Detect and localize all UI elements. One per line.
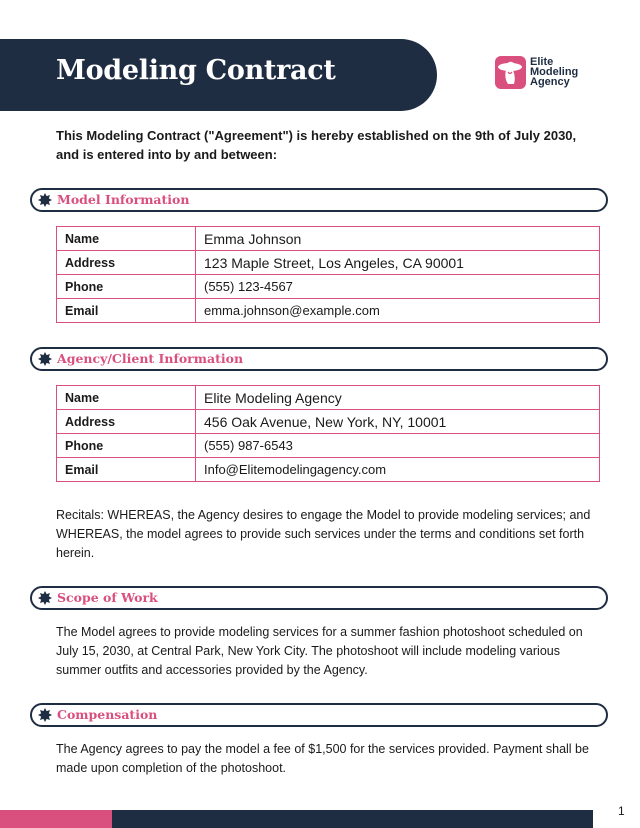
model-info-table [56,226,600,323]
logo-wordmark [530,57,578,87]
section-header-model [30,188,608,212]
field-label: Name [57,386,196,410]
page-number: 1 [618,804,625,818]
field-label: Phone [57,275,196,299]
document-title: Modeling Contract [56,55,336,86]
field-value: 456 Oak Avenue, New York, NY, 10001 [196,410,600,434]
table-row [57,227,600,251]
logo-line: Modeling [530,66,579,78]
table-row [57,386,600,410]
field-label: Email [57,299,196,323]
section-title: Scope of Work [57,590,158,605]
agency-info-table [56,385,600,482]
intro-paragraph: This Modeling Contract ("Agreement") is hereby established on the 9th of July 2030, and is entered into by and between: [56,128,577,162]
section-header-agency [30,347,608,371]
agency-logo [495,56,595,90]
woman-hat-logo-icon [495,56,526,89]
field-label: Email [57,458,196,482]
recitals-paragraph: Recitals: WHEREAS, the Agency desires to engage the Model to provide modeling services; and WHEREAS, the model agrees to provide such services under the terms and conditions set forth herein. [56,508,591,560]
logo-line: Elite [530,56,554,68]
footer-accent-bar [0,810,112,828]
logo-line: Agency [530,76,570,88]
section-title: Model Information [57,192,190,207]
section-header-scope [30,586,608,610]
section-header-compensation [30,703,608,727]
star-burst-icon [38,352,52,366]
field-label: Phone [57,434,196,458]
field-label: Address [57,251,196,275]
field-value: (555) 123-4567 [196,275,600,299]
section-title: Compensation [57,707,158,722]
table-row [57,251,600,275]
section-title: Agency/Client Information [57,351,244,366]
field-value: Info@Elitemodelingagency.com [196,458,600,482]
footer-bar [112,810,593,828]
field-label: Address [57,410,196,434]
field-value: (555) 987-6543 [196,434,600,458]
table-row [57,458,600,482]
compensation-paragraph: The Agency agrees to pay the model a fee of $1,500 for the services provided. Payment shall be made upon completion of the photoshoot. [56,742,589,775]
field-value: 123 Maple Street, Los Angeles, CA 90001 [196,251,600,275]
field-value: Emma Johnson [196,227,600,251]
table-row [57,434,600,458]
table-row [57,299,600,323]
field-value: emma.johnson@example.com [196,299,600,323]
table-row [57,410,600,434]
star-burst-icon [38,708,52,722]
table-row [57,275,600,299]
field-label: Name [57,227,196,251]
star-burst-icon [38,591,52,605]
star-burst-icon [38,193,52,207]
field-value: Elite Modeling Agency [196,386,600,410]
scope-paragraph: The Model agrees to provide modeling services for a summer fashion photoshoot scheduled on July 15, 2030, at Central Park, New York City. The photoshoot will include modeling various summer outfits and accessories provided by the Agency. [56,625,583,677]
